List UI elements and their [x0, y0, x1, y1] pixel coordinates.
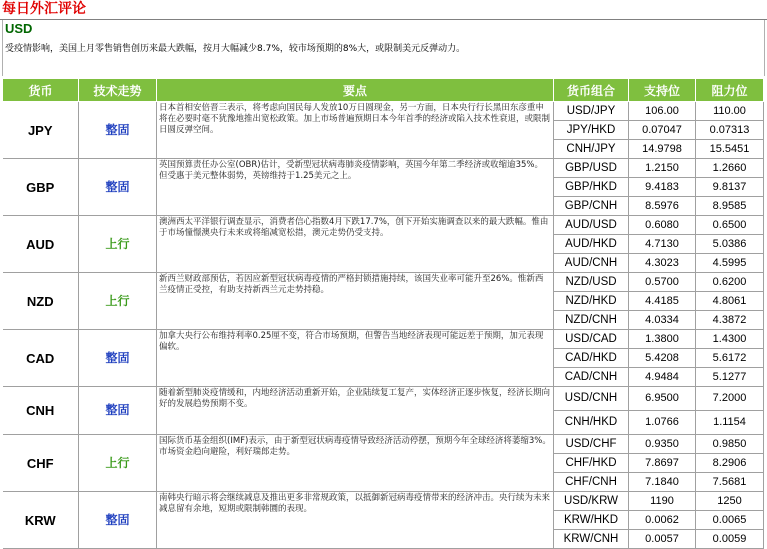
table-row	[3, 216, 764, 235]
table-row	[3, 435, 764, 454]
pair-cell: GBP/USD	[554, 159, 629, 178]
commentary-cell: 日本首相安倍晋三表示，将考虑向国民每人发放10万日圆现金，另一方面，日本央行行长黑田东彦重申将在必要时毫不犹豫地推出宽松政策。加上市场普遍预期日本今年首季的经济或陷入技术性衰退，或限制日圆反弹空间。	[157, 102, 554, 159]
fx-table	[2, 78, 764, 549]
resistance-cell: 5.1277	[696, 368, 764, 387]
resistance-cell: 7.5681	[696, 473, 764, 492]
support-cell: 7.8697	[629, 454, 696, 473]
table-row	[3, 330, 764, 349]
pair-cell: USD/KRW	[554, 492, 629, 511]
resistance-cell: 0.6200	[696, 273, 764, 292]
resistance-cell: 5.6172	[696, 349, 764, 368]
trend-cell: 整固	[79, 102, 157, 159]
commentary-cell: 澳洲西太平洋银行调查显示，消费者信心指数4月下跌17.7%，创下开始实施调查以来的最大跌幅。惟由于市场憧憬澳央行未来或将缩减宽松措，澳元走势仍受支持。	[157, 216, 554, 273]
commentary-cell: 国际货币基金组织(IMF)表示，由于新型冠状病毒疫情导致经济活动停摆，预期今年全球经济将萎缩3%。市场资金趋向避险，利好瑞郎走势。	[157, 435, 554, 492]
support-cell: 9.4183	[629, 178, 696, 197]
trend-cell: 上行	[79, 273, 157, 330]
support-cell: 0.07047	[629, 121, 696, 140]
page-title: 每日外汇评论	[2, 1, 86, 17]
header-support: 支持位	[629, 79, 696, 102]
support-cell: 4.3023	[629, 254, 696, 273]
support-cell: 1.3800	[629, 330, 696, 349]
pair-cell: NZD/HKD	[554, 292, 629, 311]
header-currency: 货币	[3, 79, 79, 102]
trend-cell: 上行	[79, 216, 157, 273]
commentary-cell: 新西兰财政部预估，若因应新型冠状病毒疫情的严格封锁措施持续，该国失业率可能升至26%。惟新西兰疫情正受控，有助支持新西兰元走势持稳。	[157, 273, 554, 330]
header-points: 要点	[157, 79, 554, 102]
usd-comment: 受疫情影响，美国上月零售销售创历来最大跌幅，按月大幅减少8.7%，较市场预期的8%大，或限制美元反弹动力。	[5, 44, 466, 54]
currency-cell: NZD	[3, 273, 79, 330]
table-header-row	[3, 79, 764, 102]
pair-cell: AUD/CNH	[554, 254, 629, 273]
support-cell: 4.4185	[629, 292, 696, 311]
pair-cell: KRW/HKD	[554, 511, 629, 530]
support-cell: 5.4208	[629, 349, 696, 368]
resistance-cell: 8.9585	[696, 197, 764, 216]
table-row	[3, 159, 764, 178]
support-cell: 6.9500	[629, 387, 696, 411]
currency-cell: KRW	[3, 492, 79, 549]
pair-cell: USD/CHF	[554, 435, 629, 454]
resistance-cell: 4.5995	[696, 254, 764, 273]
resistance-cell: 1250	[696, 492, 764, 511]
table-row	[3, 492, 764, 511]
resistance-cell: 4.3872	[696, 311, 764, 330]
trend-cell: 整固	[79, 159, 157, 216]
currency-cell: GBP	[3, 159, 79, 216]
commentary-cell: 加拿大央行公布维持利率0.25厘不变，符合市场预期，但警告当地经济表现可能远差于预期，加元表现偏软。	[157, 330, 554, 387]
support-cell: 14.9798	[629, 140, 696, 159]
pair-cell: CHF/CNH	[554, 473, 629, 492]
support-cell: 0.0057	[629, 530, 696, 549]
support-cell: 106.00	[629, 102, 696, 121]
currency-cell: CNH	[3, 387, 79, 435]
support-cell: 4.9484	[629, 368, 696, 387]
pair-cell: AUD/HKD	[554, 235, 629, 254]
currency-cell: JPY	[3, 102, 79, 159]
header-trend: 技术走势	[79, 79, 157, 102]
header-resistance: 阻力位	[696, 79, 764, 102]
resistance-cell: 1.2660	[696, 159, 764, 178]
commentary-cell: 随着新型肺炎疫情缓和，内地经济活动重新开始，企业陆续复工复产，实体经济正逐步恢复，经济长期向好的发展趋势预期不变。	[157, 387, 554, 435]
resistance-cell: 0.6500	[696, 216, 764, 235]
support-cell: 1.0766	[629, 411, 696, 435]
resistance-cell: 0.0065	[696, 511, 764, 530]
pair-cell: GBP/CNH	[554, 197, 629, 216]
pair-cell: USD/JPY	[554, 102, 629, 121]
resistance-cell: 4.8061	[696, 292, 764, 311]
currency-cell: AUD	[3, 216, 79, 273]
pair-cell: JPY/HKD	[554, 121, 629, 140]
table-row	[3, 273, 764, 292]
header-pair: 货币组合	[554, 79, 629, 102]
resistance-cell: 8.2906	[696, 454, 764, 473]
resistance-cell: 15.5451	[696, 140, 764, 159]
support-cell: 7.1840	[629, 473, 696, 492]
currency-cell: CHF	[3, 435, 79, 492]
commentary-cell: 英国预算责任办公室(OBR)估计，受新型冠状病毒肺炎疫情影响，英国今年第二季经济或收缩逾35%。但受惠于美元整体弱势，英镑维持于1.25美元之上。	[157, 159, 554, 216]
support-cell: 4.7130	[629, 235, 696, 254]
support-cell: 0.6080	[629, 216, 696, 235]
pair-cell: USD/CNH	[554, 387, 629, 411]
pair-cell: CHF/HKD	[554, 454, 629, 473]
usd-heading: USD	[5, 21, 33, 36]
pair-cell: NZD/CNH	[554, 311, 629, 330]
pair-cell: AUD/USD	[554, 216, 629, 235]
resistance-cell: 5.0386	[696, 235, 764, 254]
table-row	[3, 102, 764, 121]
support-cell: 0.0062	[629, 511, 696, 530]
pair-cell: CAD/HKD	[554, 349, 629, 368]
commentary-cell: 南韩央行暗示将会继续减息及推出更多非常规政策，以抵御新冠病毒疫情带来的经济冲击。央行续为未来减息留有余地，短期或限制韩圜的表现。	[157, 492, 554, 549]
resistance-cell: 9.8137	[696, 178, 764, 197]
trend-cell: 上行	[79, 435, 157, 492]
pair-cell: CNH/JPY	[554, 140, 629, 159]
resistance-cell: 7.2000	[696, 387, 764, 411]
support-cell: 1190	[629, 492, 696, 511]
pair-cell: USD/CAD	[554, 330, 629, 349]
support-cell: 4.0334	[629, 311, 696, 330]
trend-cell: 整固	[79, 387, 157, 435]
support-cell: 0.9350	[629, 435, 696, 454]
trend-cell: 整固	[79, 330, 157, 387]
resistance-cell: 110.00	[696, 102, 764, 121]
support-cell: 0.5700	[629, 273, 696, 292]
pair-cell: NZD/USD	[554, 273, 629, 292]
fx-table-body	[3, 102, 764, 549]
resistance-cell: 0.0059	[696, 530, 764, 549]
trend-cell: 整固	[79, 492, 157, 549]
support-cell: 1.2150	[629, 159, 696, 178]
pair-cell: KRW/CNH	[554, 530, 629, 549]
table-row	[3, 387, 764, 411]
pair-cell: CNH/HKD	[554, 411, 629, 435]
support-cell: 8.5976	[629, 197, 696, 216]
resistance-cell: 1.1154	[696, 411, 764, 435]
currency-cell: CAD	[3, 330, 79, 387]
resistance-cell: 1.4300	[696, 330, 764, 349]
pair-cell: GBP/HKD	[554, 178, 629, 197]
usd-summary-panel	[2, 20, 765, 76]
resistance-cell: 0.9850	[696, 435, 764, 454]
resistance-cell: 0.07313	[696, 121, 764, 140]
pair-cell: CAD/CNH	[554, 368, 629, 387]
